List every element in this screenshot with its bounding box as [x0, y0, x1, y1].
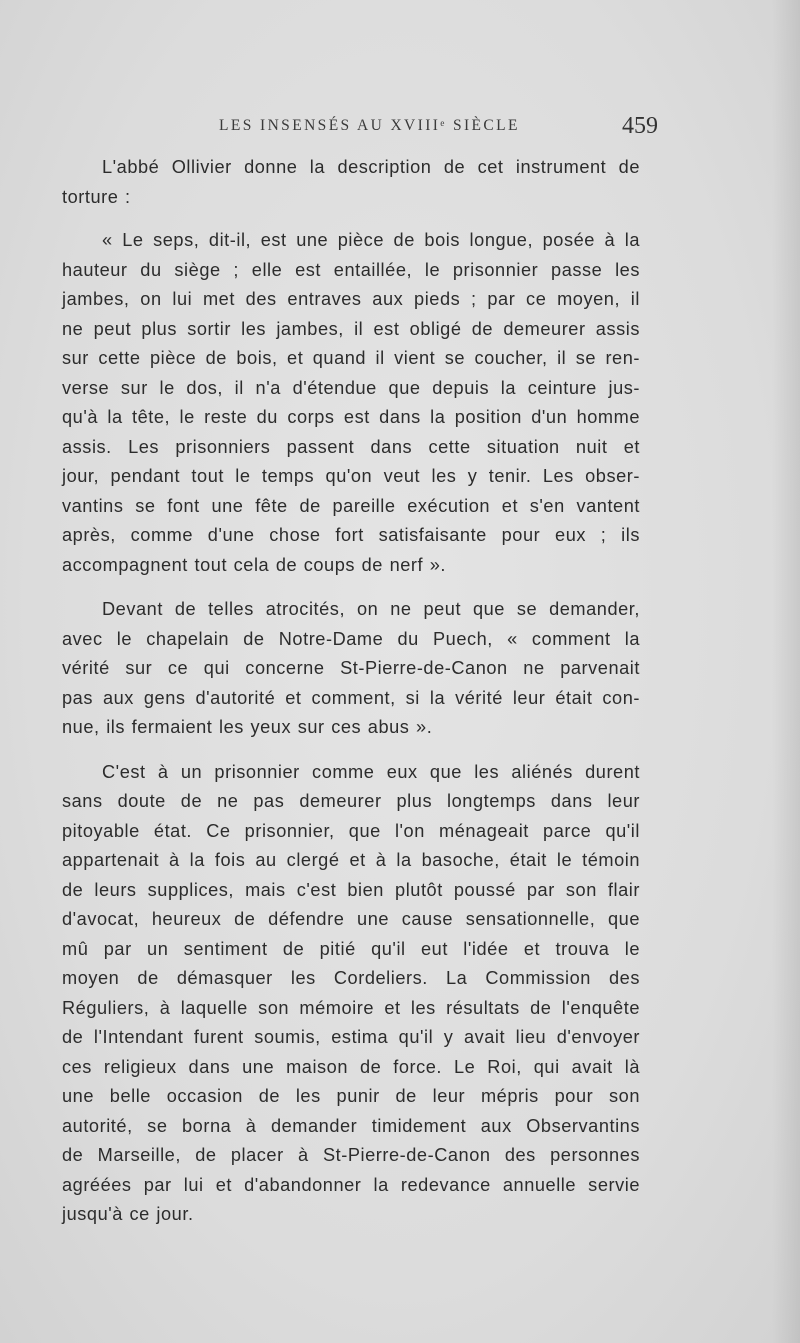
- text-line: moyen de démasquer les Cordeliers. La Commission des: [62, 968, 640, 988]
- text-line: Devant de telles atrocités, on ne peut que se demander,: [102, 599, 640, 619]
- text-line: de leurs supplices, mais c'est bien plutôt poussé par son flair: [62, 879, 640, 900]
- text-line: torture :: [62, 186, 131, 207]
- text-line: pitoyable état. Ce prisonnier, que l'on ménageait parce qu'il: [62, 820, 640, 841]
- paragraph-prisoner: [62, 758, 640, 1230]
- text-line: de Marseille, de placer à St-Pierre-de-Canon des personnes: [62, 1145, 640, 1165]
- text-line: nue, ils fermaient les yeux sur ces abus ».: [62, 717, 433, 737]
- paragraph-atrocities: [62, 595, 640, 743]
- body-text: [62, 153, 640, 1230]
- text-line: avec le chapelain de Notre-Dame du Puech, « comment la: [62, 628, 640, 649]
- text-line: agréées par lui et d'abandonner la redevance annuelle servie: [62, 1174, 640, 1195]
- paragraph-quotation: [62, 226, 640, 580]
- text-line: verse sur le dos, il n'a d'étendue que depuis la ceinture jus-: [62, 377, 640, 398]
- text-line: pas aux gens d'autorité et comment, si la vérité leur était con-: [62, 687, 640, 708]
- text-line: autorité, se borna à demander timidement aux Observantins: [62, 1115, 640, 1136]
- text-line: sur cette pièce de bois, et quand il vient se coucher, il se ren-: [62, 348, 640, 368]
- text-line: L'abbé Ollivier donne la description de cet instrument de: [102, 157, 640, 177]
- text-line: Réguliers, à laquelle son mémoire et les résultats de l'enquête: [62, 997, 640, 1018]
- text-line: hauteur du siège ; elle est entaillée, le prisonnier passe les: [62, 259, 640, 280]
- text-line: assis. Les prisonniers passent dans cette situation nuit et: [62, 436, 640, 457]
- text-line: jusqu'à ce jour.: [62, 1204, 194, 1224]
- text-line: « Le seps, dit-il, est une pièce de bois longue, posée à la: [102, 230, 640, 250]
- page-number: 459: [622, 113, 658, 139]
- text-line: ne peut plus sortir les jambes, il est obligé de demeurer assis: [62, 318, 640, 339]
- text-line: ces religieux dans une maison de force. Le Roi, qui avait là: [62, 1056, 640, 1077]
- text-line: vérité sur ce qui concerne St-Pierre-de-Canon ne parvenait: [62, 658, 640, 678]
- text-line: accompagnent tout cela de coups de nerf ».: [62, 554, 446, 575]
- text-line: une belle occasion de les punir de leur mépris pour son: [62, 1086, 640, 1106]
- text-line: vantins se font une fête de pareille exécution et s'en vantent: [62, 495, 640, 516]
- text-line: de l'Intendant furent soumis, estima qu'il y avait lieu d'envoyer: [62, 1027, 640, 1047]
- text-line: appartenait à la fois au clergé et à la basoche, était le témoin: [62, 850, 640, 870]
- running-head: [0, 113, 800, 145]
- text-line: mû par un sentiment de pitié qu'il eut l'idée et trouva le: [62, 938, 640, 959]
- text-line: d'avocat, heureux de défendre une cause sensationnelle, que: [62, 909, 640, 929]
- running-title: LES INSENSÉS AU XVIIIᵉ SIÈCLE: [219, 117, 520, 134]
- text-line: qu'à la tête, le reste du corps est dans la position d'un homme: [62, 407, 640, 427]
- paragraph-intro: [62, 153, 640, 212]
- text-line: sans doute de ne pas demeurer plus longtemps dans leur: [62, 791, 640, 811]
- text-line: C'est à un prisonnier comme eux que les aliénés durent: [102, 761, 640, 782]
- text-line: après, comme d'une chose fort satisfaisante pour eux ; ils: [62, 525, 640, 545]
- text-line: jambes, on lui met des entraves aux pieds ; par ce moyen, il: [62, 289, 640, 309]
- text-line: jour, pendant tout le temps qu'on veut les y tenir. Les obser-: [62, 466, 640, 486]
